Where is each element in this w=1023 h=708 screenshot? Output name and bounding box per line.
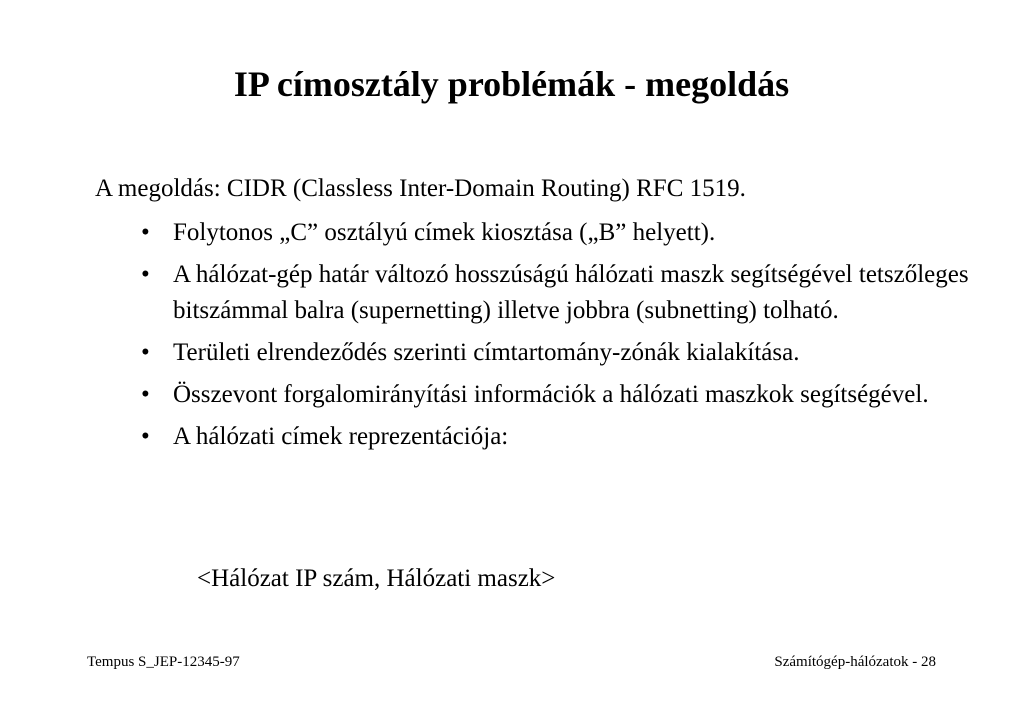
bullet-glyph: • <box>141 381 150 408</box>
bullet-list <box>141 215 971 461</box>
bullet-text: Folytonos „C” osztályú címek kiosztása („B” helyett). <box>173 219 716 246</box>
bullet-glyph: • <box>141 339 150 366</box>
bullet-text: Összevont forgalomirányítási információk a hálózati maszkok segítségével. <box>173 381 929 408</box>
footer-right: Számítógép-hálózatok - 28 <box>774 654 936 670</box>
footer-left: Tempus S_JEP-12345-97 <box>87 654 240 670</box>
bullet-glyph: • <box>141 261 150 288</box>
bullet-item <box>141 377 971 413</box>
bullet-item <box>141 335 971 371</box>
intro-line: A megoldás: CIDR (Classless Inter-Domain Routing) RFC 1519. <box>95 175 746 202</box>
slide-title: IP címosztály problémák - megoldás <box>233 64 790 104</box>
bullet-text: A hálózat-gép határ változó hosszúságú hálózati maszk segítségével tetszőleges bitszámmal balra (supernetting) illetve jobbra (subnetting) tolható. <box>173 261 969 324</box>
bullet-glyph: • <box>141 423 150 450</box>
bullet-text: A hálózati címek reprezentációja: <box>173 423 509 450</box>
bullet-text: Területi elrendeződés szerinti címtartomány-zónák kialakítása. <box>173 339 800 366</box>
bullet-glyph: • <box>141 219 150 246</box>
bullet-item <box>141 257 971 329</box>
bullet-item <box>141 215 971 251</box>
bullet-item <box>141 419 971 455</box>
representation-line: <Hálózat IP szám, Hálózati maszk> <box>197 565 556 592</box>
